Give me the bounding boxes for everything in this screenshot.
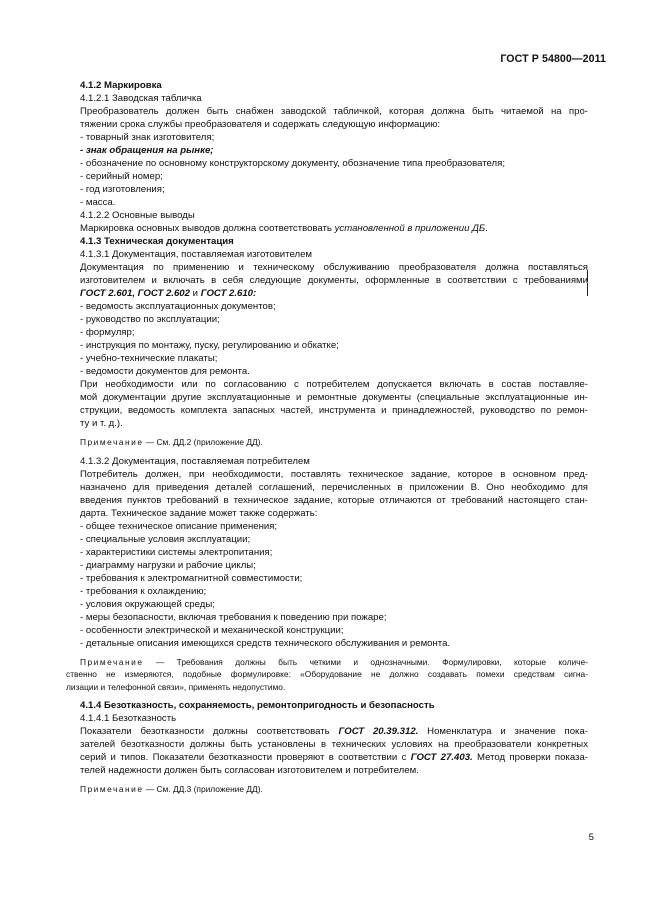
list-item: - детальные описания имеющихся средств технического обслуживания и ремонта. <box>80 637 451 649</box>
paragraph-line <box>80 287 588 300</box>
note-line: лизации и телефонной связи», применять недопустимо. <box>66 681 286 692</box>
list-item: - требования к электромагнитной совместимости; <box>80 572 303 584</box>
list-item: - особенности электрической и механической конструкции; <box>80 624 344 636</box>
list-item: - год изготовления; <box>80 184 165 195</box>
note-line <box>80 436 588 449</box>
page-number: 5 <box>588 832 594 843</box>
paragraph-line: Потребитель должен, при необходимости, поставлять техническое задание, которое в основном пред- <box>80 468 588 480</box>
paragraph-line: струкции, ведомость комплекта запасных частей, инструмента и принадлежностей, руководство по ремон- <box>80 405 588 416</box>
text-run: ГОСТ 27.403. <box>410 752 473 764</box>
list-item: - руководство по эксплуатации; <box>80 314 220 325</box>
subsection-heading: 4.1.2.1 Заводская табличка <box>80 93 202 104</box>
list-item: - обозначение по основному конструкторскому документу, обозначение типа преобразователя; <box>80 158 506 169</box>
list-item: - диаграмму нагрузки и рабочие циклы; <box>80 559 256 571</box>
section-heading-4-1-3: 4.1.3 Техническая документация <box>80 236 234 247</box>
note-label: Примечание <box>80 656 144 667</box>
list-item: - меры безопасности, включая требования к поведению при пожаре; <box>80 611 387 623</box>
text-run: и <box>189 288 201 299</box>
paragraph-line: Документация по применению и техническому обслуживанию преобразователя должна поставляться <box>80 262 588 273</box>
paragraph-line <box>80 725 588 738</box>
text-run: Показатели безотказности должны соответствовать <box>80 726 339 738</box>
list-item: - инструкция по монтажу, пуску, регулированию и обкатке; <box>80 340 339 351</box>
text-run: Метод проверки показа- <box>472 752 588 764</box>
paragraph-line: назначено для приведения деталей соглашений, перечисленных в приложении В. Оно необходимо для <box>80 481 588 493</box>
text-run: ГОСТ 2.610: <box>200 288 257 299</box>
text-run: ГОСТ 20.39.312. <box>338 726 419 738</box>
list-item: - условия окружающей среды; <box>80 598 215 610</box>
paragraph-line: При необходимости или по согласованию с потребителем допускается включать в состав поставляе- <box>80 379 588 390</box>
paragraph-line: изготовителем и включать в себя следующие документы, оформленные в соответствии с требованиями <box>80 275 588 286</box>
list-item: - серийный номер; <box>80 171 163 182</box>
note-line: ственно не измеряются, подобные формулировке: «Оборудование не должно создавать помехи средствам сигна- <box>66 669 588 680</box>
paragraph-line: введения пунктов требований в техническое задание, которые отличаются от требований настоящего стан- <box>80 494 588 506</box>
list-item: - учебно-технические плакаты; <box>80 353 218 364</box>
note-text: — Требования должны быть четкими и однозначными. Формулировки, которые количе- <box>143 656 588 667</box>
list-item: - формуляр; <box>80 327 135 338</box>
document-body <box>66 79 588 796</box>
paragraph-line: телей надежности должен быть согласован изготовителем и потребителем. <box>80 765 419 777</box>
paragraph-line <box>80 751 588 764</box>
document-code: ГОСТ Р 54800—2011 <box>500 53 606 65</box>
note-3 <box>80 783 588 796</box>
paragraph-line: Преобразователь должен быть снабжен заводской табличкой, которая должна быть читаемой на про- <box>80 106 588 117</box>
list-item: - ведомость эксплуатационных документов; <box>80 301 276 312</box>
paragraph-line: зателей безотказности должны быть установлены в технических условиях на преобразователи конкретных <box>80 739 588 751</box>
list-item: - товарный знак изготовителя; <box>80 132 215 143</box>
note-line <box>80 656 588 669</box>
paragraph-line: тяжении срока службы преобразователя и содержать следующую информацию: <box>80 119 441 130</box>
note-label: Примечание <box>80 437 144 447</box>
section-heading-4-1-4: 4.1.4 Безотказность, сохраняемость, ремонтопригодность и безопасность <box>80 700 435 712</box>
note-line <box>80 783 588 796</box>
list-item: - ведомости документов для ремонта. <box>80 366 250 377</box>
list-item: - общее техническое описание применения; <box>80 520 278 532</box>
list-item: - знак обращения на рынке; <box>80 145 214 156</box>
text-run: серий и типов. Показатели безотказности проверяют в соответствии с <box>80 752 411 764</box>
paragraph-line: мой документации другие эксплуатационные и ремонтные документы (специальные эксплуатационные ин- <box>80 392 588 403</box>
subsection-heading: 4.1.4.1 Безотказность <box>80 713 177 725</box>
note-label: Примечание <box>80 784 144 795</box>
list-item: - характеристики системы электропитания; <box>80 546 273 558</box>
note-2 <box>66 656 588 694</box>
paragraph-line <box>80 222 588 235</box>
text-run: . <box>485 223 488 234</box>
note-1 <box>80 436 588 449</box>
text-run: ГОСТ 2.601, ГОСТ 2.602 <box>80 288 190 299</box>
text-run: Номенклатура и значение пока- <box>418 726 588 738</box>
paragraph-line: дарта. Техническое задание может также содержать: <box>80 507 318 519</box>
list-item: - требования к охлаждению; <box>80 585 207 597</box>
list-item: - масса. <box>80 197 116 208</box>
text-run: установленной в приложении ДБ <box>334 223 486 234</box>
section-heading-4-1-2: 4.1.2 Маркировка <box>80 80 162 91</box>
text-run: Маркировка основных выводов должна соответствовать <box>80 223 335 234</box>
paragraph-line: ту и т. д.). <box>80 418 123 429</box>
subsection-heading: 4.1.3.2 Документация, поставляемая потребителем <box>80 455 310 467</box>
subsection-heading: 4.1.3.1 Документация, поставляемая изготовителем <box>80 249 312 260</box>
note-text: — См. ДД.2 (приложение ДД). <box>143 437 263 447</box>
list-item: - специальные условия эксплуатации; <box>80 533 251 545</box>
subsection-heading: 4.1.2.2 Основные выводы <box>80 210 195 221</box>
note-text: — См. ДД.3 (приложение ДД). <box>143 784 263 795</box>
